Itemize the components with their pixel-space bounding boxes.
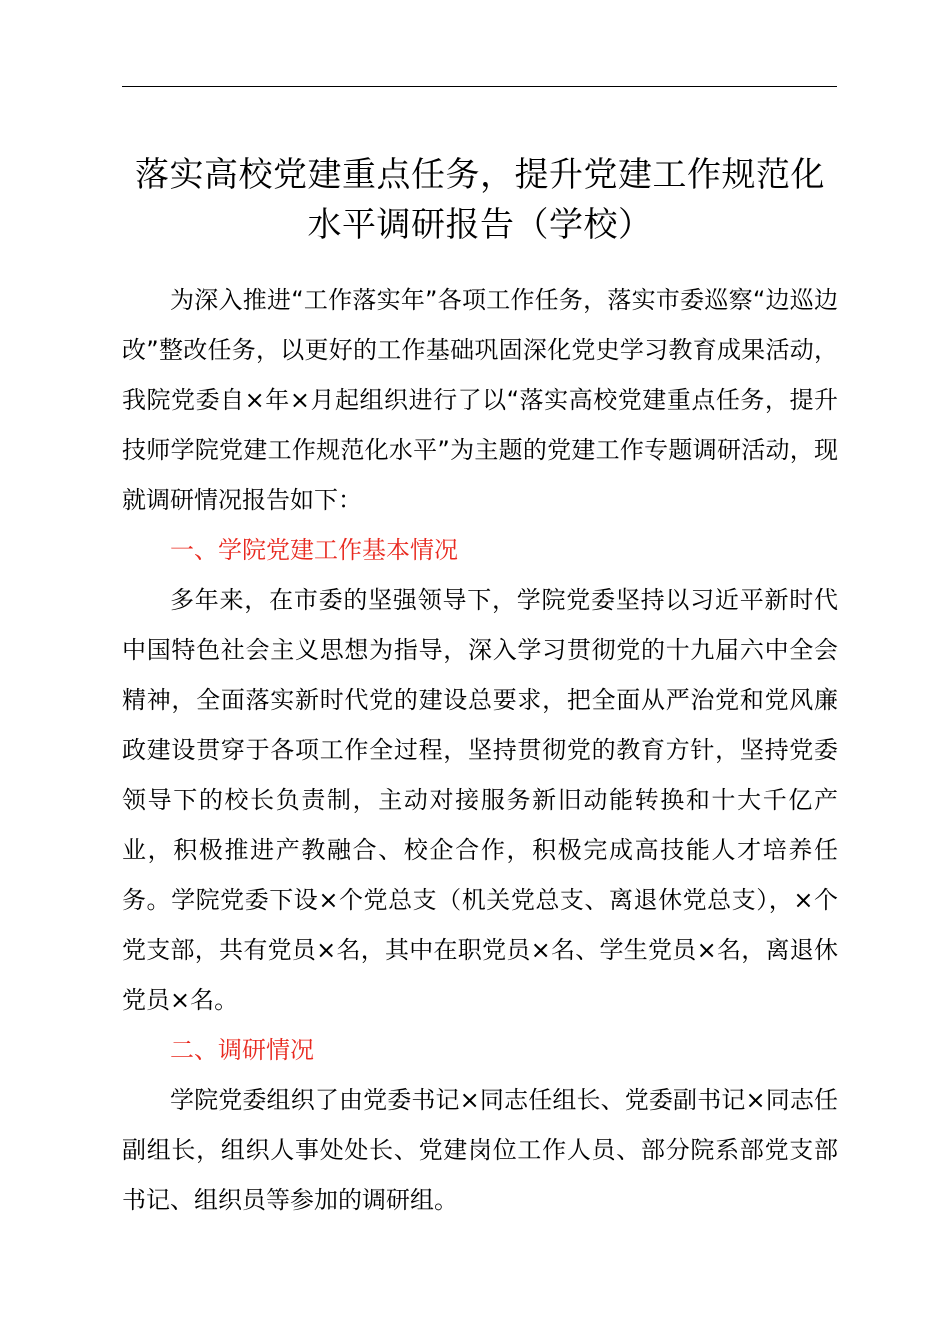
section-1-heading: 一、学院党建工作基本情况 [170, 536, 458, 564]
title-line-1: 落实高校党建重点任务，提升党建工作规范化 [135, 155, 825, 195]
intro-paragraph: 为深入推进“工作落实年”各项工作任务，落实市委巡察“边巡边改”整改任务，以更好的工作基础巩固深化党史学习教育成果活动，我院党委自×年×月起组织进行了以“落实高校党建重点任务，提升技师学院党建工作规范化水平”为主题的党建工作专题调研活动，现就调研情况报告如下： [122, 286, 838, 514]
document-body [122, 275, 838, 1225]
document-title [110, 150, 850, 250]
header-rule [122, 86, 837, 87]
section-1-paragraph: 多年来，在市委的坚强领导下，学院党委坚持以习近平新时代中国特色社会主义思想为指导，深入学习贯彻党的十九届六中全会精神，全面落实新时代党的建设总要求，把全面从严治党和党风廉政建设贯穿于各项工作全过程，坚持贯彻党的教育方针，坚持党委领导下的校长负责制，主动对接服务新旧动能转换和十大千亿产业，积极推进产教融合、校企合作，积极完成高技能人才培养任务。学院党委下设×个党总支（机关党总支、离退休党总支），×个党支部，共有党员×名，其中在职党员×名、学生党员×名，离退休党员×名。 [122, 586, 838, 1014]
section-2-heading: 二、调研情况 [170, 1036, 314, 1064]
title-line-2: 水平调研报告（学校） [307, 205, 653, 245]
section-2-paragraph: 学院党委组织了由党委书记×同志任组长、党委副书记×同志任副组长，组织人事处处长、党建岗位工作人员、部分院系部党支部书记、组织员等参加的调研组。 [122, 1086, 838, 1214]
